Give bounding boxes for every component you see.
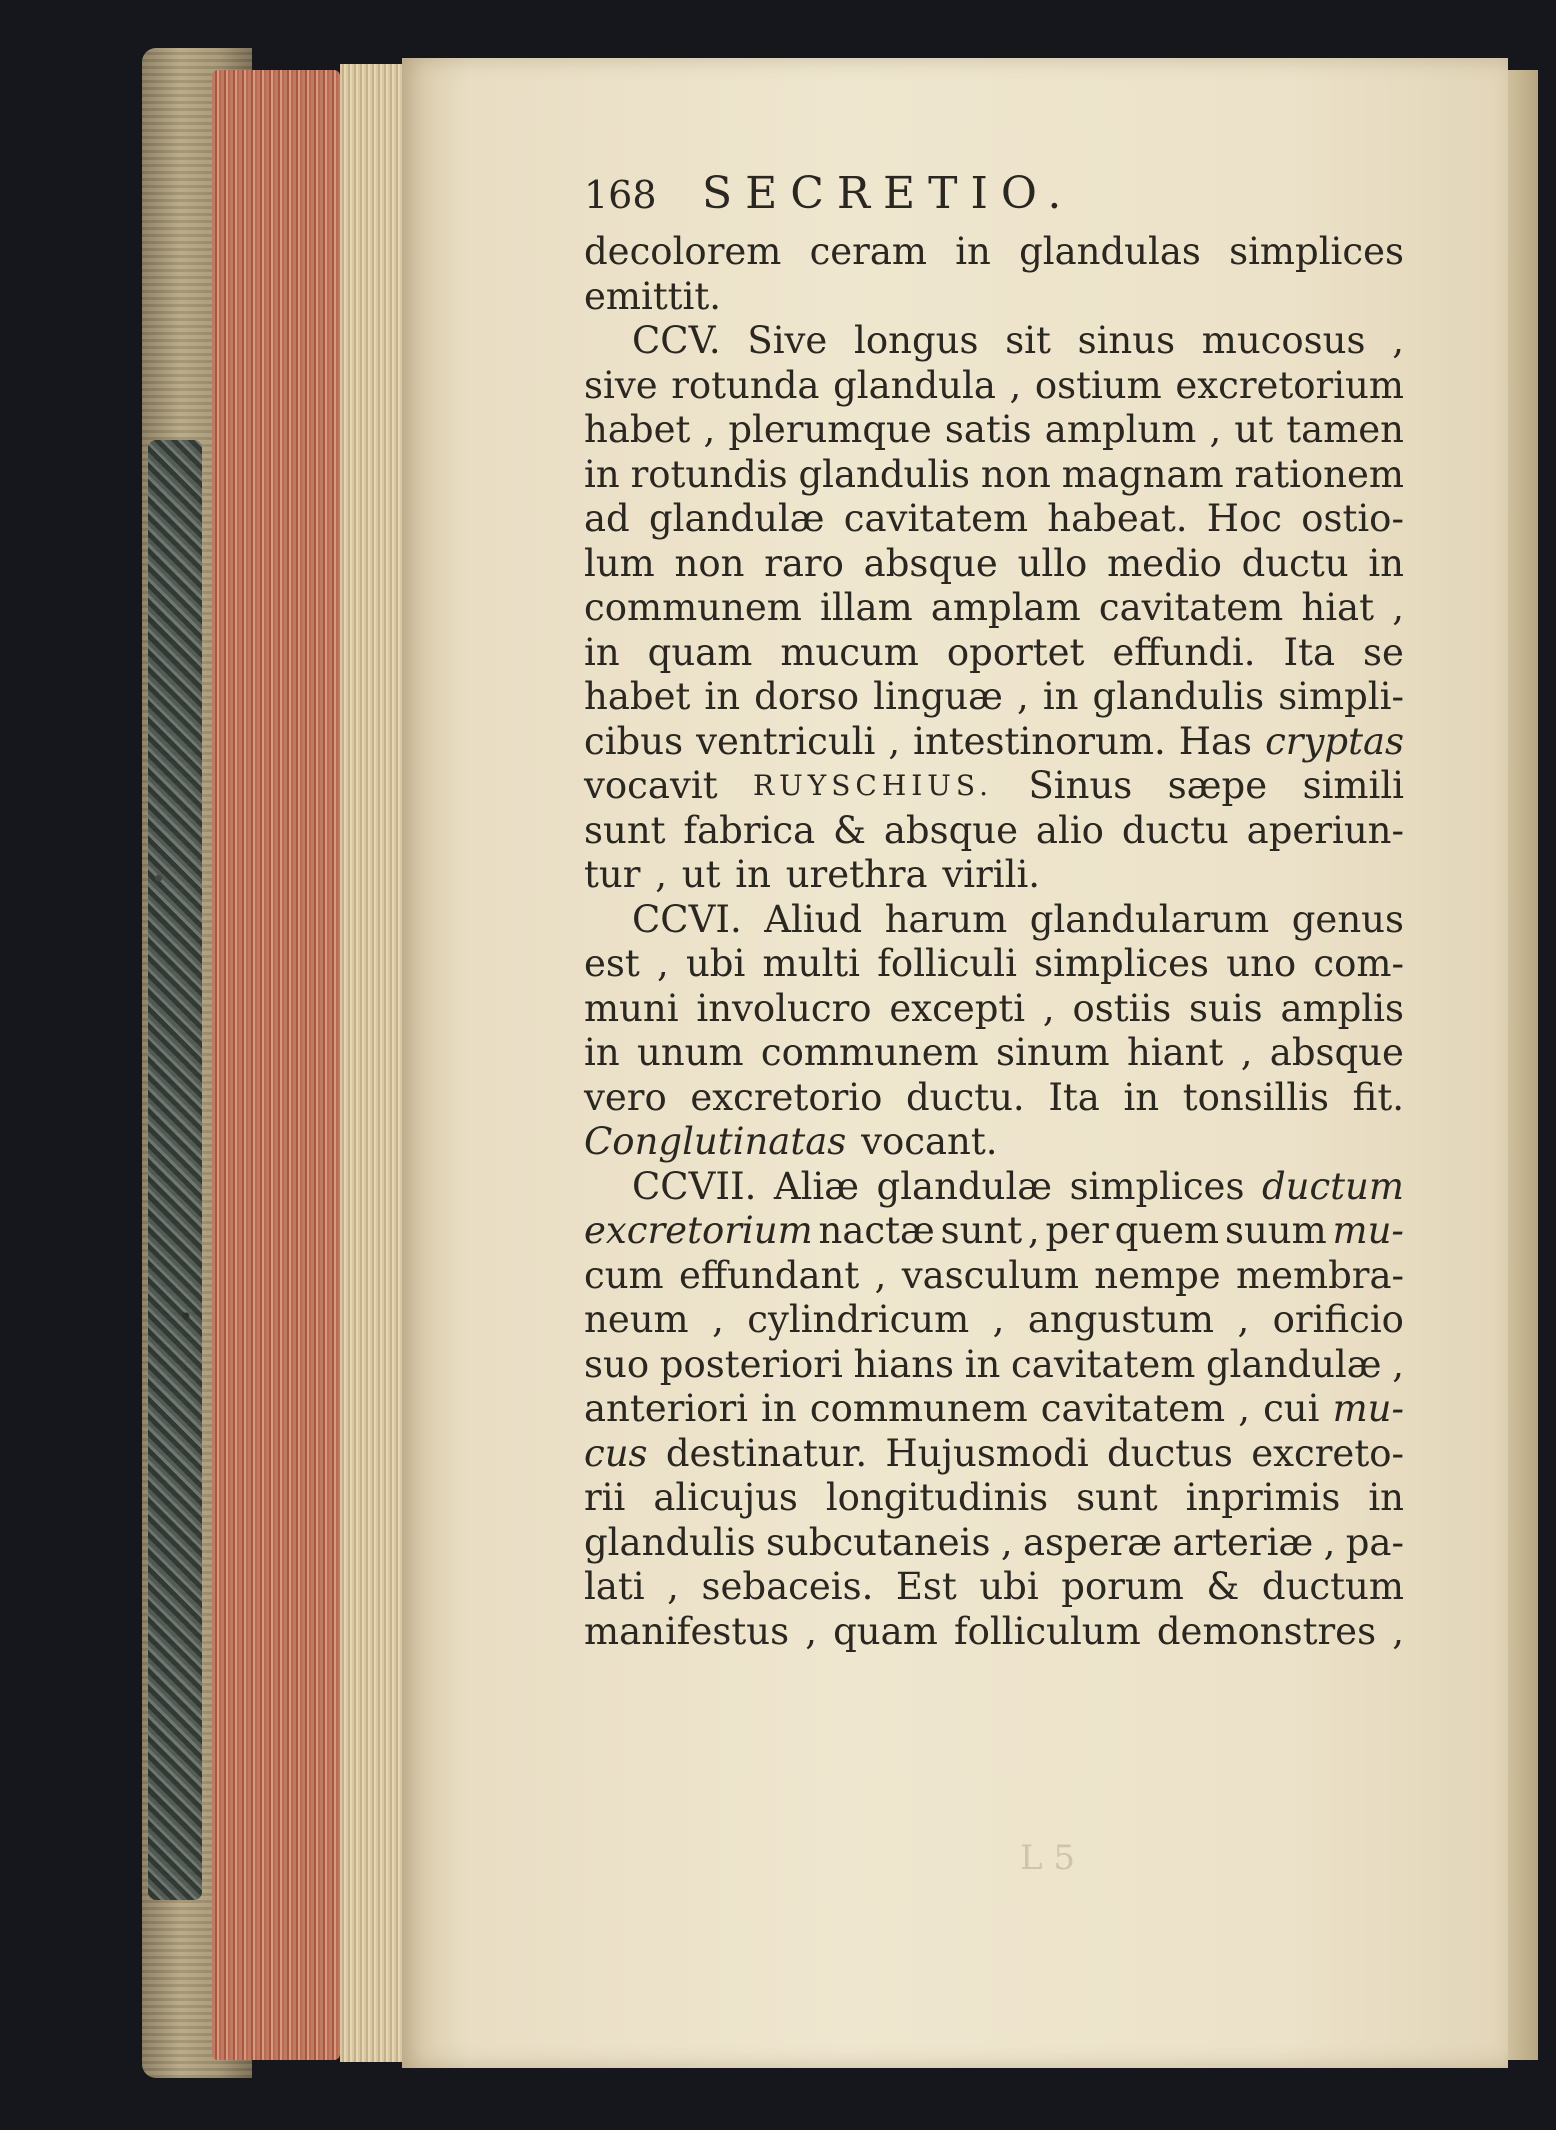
- word: ,: [1016, 675, 1029, 718]
- word: manifestus: [584, 1609, 790, 1653]
- word: alicujus: [653, 1476, 798, 1519]
- word: cryptas: [1265, 719, 1404, 763]
- word: Est: [895, 1565, 957, 1608]
- word: non: [980, 452, 1051, 496]
- word: absque: [863, 541, 998, 585]
- word: ceram: [809, 230, 928, 273]
- word: cavitatem: [1098, 586, 1284, 629]
- word: in: [1368, 1476, 1404, 1519]
- word: &: [833, 808, 866, 852]
- word: porum: [1061, 1565, 1184, 1608]
- text-line: [584, 586, 1404, 631]
- word: quam: [833, 1609, 938, 1653]
- word: cum: [584, 1253, 664, 1297]
- word: simplices: [1034, 942, 1210, 985]
- word: genus: [1291, 897, 1404, 941]
- word: inprimis: [1185, 1476, 1341, 1519]
- text-line: [584, 542, 1404, 587]
- word: sæpe: [1167, 764, 1268, 807]
- word: glandula: [833, 363, 996, 407]
- word: asperæ: [1022, 1520, 1163, 1564]
- text-lines: [584, 230, 1404, 1654]
- word: tamen: [1286, 408, 1404, 451]
- page-header: [584, 168, 1404, 228]
- word: ,: [703, 408, 716, 451]
- word: amplam: [930, 586, 1081, 629]
- word: Hoc: [1206, 497, 1282, 540]
- word: dorso: [754, 675, 860, 718]
- word: in: [761, 1387, 797, 1430]
- text-line: [584, 230, 1404, 275]
- text-line: [584, 631, 1404, 676]
- word: ullo: [1017, 541, 1088, 585]
- word: membra-: [1236, 1253, 1404, 1297]
- text-line: [584, 720, 1404, 765]
- word: amplis: [1280, 986, 1404, 1030]
- word: mucum: [780, 630, 919, 674]
- word: rationem: [1234, 452, 1404, 496]
- word: ostium: [1034, 363, 1162, 407]
- word: cavitatem: [843, 497, 1029, 540]
- word: rotunda: [671, 363, 820, 407]
- word: habet: [584, 408, 691, 451]
- word: excepti: [889, 986, 1026, 1030]
- word: orificio: [1272, 1298, 1404, 1341]
- word: ,: [1392, 1342, 1404, 1386]
- word: ,: [655, 853, 667, 896]
- word: pa-: [1345, 1520, 1404, 1564]
- word: CCV.: [632, 319, 721, 362]
- marbled-cover-paper: [148, 440, 202, 1900]
- word: ostiis: [1072, 986, 1172, 1030]
- signature-mark: L 5: [1020, 1838, 1076, 1878]
- word: fabrica: [683, 808, 816, 852]
- word: ,: [1392, 1609, 1404, 1653]
- word: excretorio: [690, 1075, 883, 1119]
- page-edges-red: [212, 70, 340, 2060]
- word: ductu.: [906, 1075, 1025, 1119]
- word: communem: [584, 586, 802, 629]
- word: ,: [712, 1298, 724, 1341]
- word: mucosus: [1201, 319, 1366, 362]
- page-right-edge: [1508, 70, 1538, 2060]
- word: communem: [760, 1031, 979, 1074]
- word: subcutaneis: [765, 1520, 991, 1564]
- word: habeat.: [1047, 497, 1188, 540]
- word: hians: [853, 1342, 955, 1386]
- word: amplum: [1044, 408, 1197, 451]
- word: vasculum: [901, 1253, 1079, 1297]
- word: sunt: [1076, 1476, 1158, 1519]
- word: simplices: [1229, 230, 1404, 273]
- word: excreto-: [1251, 1431, 1404, 1475]
- text-line: [584, 987, 1404, 1032]
- word: simplices: [1069, 1164, 1245, 1208]
- word: raro: [764, 541, 844, 585]
- word: rii: [584, 1476, 626, 1519]
- word: ubi: [685, 942, 746, 985]
- word: sinum: [996, 1031, 1110, 1074]
- word: muni: [584, 986, 679, 1030]
- word: mu-: [1332, 1209, 1404, 1252]
- word: ,: [992, 1298, 1005, 1341]
- word: multi: [762, 942, 860, 985]
- word: tonsillis: [1182, 1075, 1330, 1119]
- word: in: [584, 1031, 620, 1074]
- word: suo: [584, 1342, 650, 1386]
- word: effundant: [678, 1253, 860, 1297]
- word: destinatur.: [665, 1431, 868, 1475]
- text-line: [584, 1565, 1404, 1610]
- word: ductus: [1107, 1431, 1233, 1475]
- word: simili: [1302, 764, 1404, 807]
- word: hiant: [1126, 1031, 1224, 1074]
- word: in: [735, 853, 771, 896]
- word: cavitatem: [1011, 1342, 1196, 1386]
- text-line: [584, 1432, 1404, 1477]
- word: ostio-: [1301, 497, 1404, 540]
- word: plerumque: [728, 408, 932, 451]
- word: vocavit: [584, 764, 718, 807]
- word: in: [1123, 1075, 1160, 1119]
- word: in: [584, 630, 620, 674]
- word: quam: [647, 630, 753, 674]
- word: sit: [1005, 319, 1051, 362]
- word: medio: [1107, 541, 1222, 585]
- word: quem: [1114, 1209, 1220, 1252]
- text-line: [584, 809, 1404, 854]
- word: absque: [883, 808, 1019, 852]
- text-line: [584, 497, 1404, 542]
- word: magnam: [1061, 452, 1224, 496]
- word: hiat: [1301, 586, 1374, 629]
- word: in: [1042, 675, 1079, 718]
- word: lati: [584, 1565, 645, 1608]
- word: in: [964, 1342, 1001, 1386]
- word: ,: [1042, 986, 1055, 1030]
- word: ubi: [979, 1565, 1039, 1608]
- word: Sive: [747, 319, 828, 362]
- word: ,: [1027, 1209, 1040, 1252]
- text-line: [584, 319, 1404, 364]
- word: absque: [1269, 1031, 1404, 1074]
- word: rotundis: [630, 452, 788, 496]
- word: cylindricum: [747, 1298, 970, 1341]
- word: cavitatem: [1040, 1387, 1226, 1430]
- word: ,: [656, 942, 669, 985]
- word: Has: [1178, 719, 1253, 763]
- word: vocant.: [861, 1120, 998, 1163]
- word: nempe: [1094, 1253, 1221, 1297]
- text-line: [584, 275, 1404, 320]
- word: suum: [1224, 1209, 1327, 1252]
- word: glandulis: [1092, 675, 1265, 718]
- text-line: [584, 1298, 1404, 1343]
- word: Aliud: [764, 897, 863, 941]
- page-number: 168: [584, 173, 657, 217]
- text-line: [584, 364, 1404, 409]
- text-line: [584, 764, 1404, 809]
- text-line: [584, 1254, 1404, 1299]
- word: ventriculi: [696, 719, 876, 763]
- word: simpli-: [1278, 675, 1404, 718]
- word: CCVI.: [632, 897, 742, 941]
- word: nactæ: [818, 1209, 935, 1252]
- word: tur: [584, 853, 641, 896]
- word: ,: [874, 1253, 887, 1297]
- word: ,: [1240, 1031, 1253, 1074]
- word: emittit.: [584, 274, 722, 318]
- word: ,: [888, 719, 901, 763]
- page-stack-gutter: [340, 64, 404, 2062]
- word: folliculum: [953, 1609, 1141, 1653]
- text-line: [584, 675, 1404, 720]
- word: sinus: [1077, 319, 1176, 362]
- word: ,: [1392, 586, 1404, 629]
- word: illam: [820, 586, 913, 629]
- word: CCVII.: [632, 1164, 757, 1208]
- text-line: [584, 942, 1404, 987]
- text-line: [584, 898, 1404, 943]
- word: ut: [681, 853, 721, 896]
- word: ,: [1000, 1520, 1013, 1564]
- word: Sinus: [1028, 764, 1133, 807]
- word: ut: [1234, 408, 1274, 451]
- word: Conglutinatas: [584, 1120, 847, 1163]
- word: ductu: [1241, 541, 1349, 585]
- word: ,: [1323, 1520, 1336, 1564]
- text-line: [584, 1343, 1404, 1388]
- text-line: [584, 1209, 1404, 1254]
- word: fit.: [1352, 1075, 1404, 1119]
- word: effundi.: [1112, 630, 1256, 674]
- word: lum: [584, 541, 655, 585]
- word: glandulas: [1019, 230, 1201, 273]
- text-line: [584, 408, 1404, 453]
- word: ,: [1009, 363, 1022, 407]
- word: posteriori: [659, 1342, 843, 1386]
- word: in: [704, 675, 741, 718]
- word: unum: [637, 1031, 744, 1074]
- word: virili.: [942, 853, 1041, 896]
- word: glandulis: [798, 452, 971, 496]
- word: &: [1206, 1565, 1240, 1608]
- word: Ita: [1048, 1075, 1100, 1119]
- word: est: [584, 942, 640, 985]
- word: intestinorum.: [913, 719, 1166, 763]
- word: anteriori: [584, 1387, 748, 1430]
- word: satis: [944, 408, 1032, 451]
- word: demonstres: [1156, 1609, 1377, 1653]
- word: ad: [584, 497, 630, 540]
- word: non: [674, 541, 745, 585]
- word: uno: [1226, 942, 1297, 985]
- text-line: [584, 1610, 1404, 1655]
- word: arteriæ: [1172, 1520, 1314, 1564]
- word: longus: [854, 319, 979, 362]
- word: com-: [1313, 942, 1404, 985]
- text-line: [584, 1476, 1404, 1521]
- word: in: [584, 452, 620, 496]
- word: sunt: [584, 808, 666, 852]
- word: folliculi: [877, 942, 1017, 985]
- word: ,: [1237, 1298, 1250, 1341]
- word: ,: [1238, 1387, 1250, 1430]
- word: Aliæ: [773, 1164, 860, 1208]
- word: sunt: [940, 1209, 1023, 1252]
- word: glandulæ: [876, 1164, 1053, 1208]
- word: in: [955, 230, 991, 273]
- word: in: [1368, 541, 1404, 585]
- word: se: [1363, 630, 1404, 674]
- word: ,: [667, 1565, 679, 1608]
- word: glandularum: [1029, 897, 1270, 941]
- text-line: [584, 853, 1404, 898]
- word: communem: [809, 1387, 1028, 1430]
- word: sebaceis.: [701, 1565, 874, 1608]
- word: ductu: [1121, 808, 1229, 852]
- word: Ita: [1283, 630, 1336, 674]
- word: decolorem: [584, 230, 782, 273]
- word: cibus: [584, 719, 684, 763]
- word: harum: [884, 897, 1008, 941]
- word: RUYSCHIUS.: [753, 769, 993, 802]
- word: excretorium: [584, 1209, 813, 1252]
- word: aperiun-: [1246, 808, 1404, 852]
- text-line: [584, 1521, 1404, 1566]
- word: vero: [584, 1075, 667, 1119]
- word: glandulis: [584, 1520, 756, 1564]
- text-line: [584, 1076, 1404, 1121]
- text-line: [584, 1165, 1404, 1210]
- word: cus: [584, 1431, 648, 1475]
- word: ,: [805, 1609, 817, 1653]
- word: oportet: [946, 630, 1085, 674]
- word: Hujusmodi: [885, 1431, 1089, 1475]
- word: ,: [1392, 319, 1404, 362]
- word: ,: [1209, 408, 1222, 451]
- word: involucro: [696, 986, 872, 1030]
- word: longitudinis: [825, 1476, 1049, 1519]
- page-text-block: [584, 168, 1404, 1654]
- word: sive: [584, 363, 658, 407]
- word: ductum: [1261, 1164, 1404, 1208]
- text-line: [584, 453, 1404, 498]
- word: glandulæ: [648, 497, 825, 540]
- text-line: [584, 1031, 1404, 1076]
- word: excretorium: [1175, 363, 1404, 407]
- text-line: [584, 1387, 1404, 1432]
- word: neum: [584, 1298, 689, 1341]
- word: angustum: [1027, 1298, 1215, 1341]
- running-head: SECRETIO.: [702, 168, 1075, 219]
- word: linguæ: [873, 675, 1003, 718]
- word: urethra: [785, 853, 928, 896]
- word: mu-: [1332, 1387, 1404, 1430]
- text-line: [584, 1120, 1404, 1165]
- word: cui: [1263, 1387, 1320, 1430]
- word: alio: [1035, 808, 1104, 852]
- word: habet: [584, 675, 691, 718]
- word: glandulæ: [1206, 1342, 1382, 1386]
- word: ductum: [1261, 1565, 1404, 1608]
- word: per: [1045, 1209, 1109, 1252]
- word: suis: [1189, 986, 1263, 1030]
